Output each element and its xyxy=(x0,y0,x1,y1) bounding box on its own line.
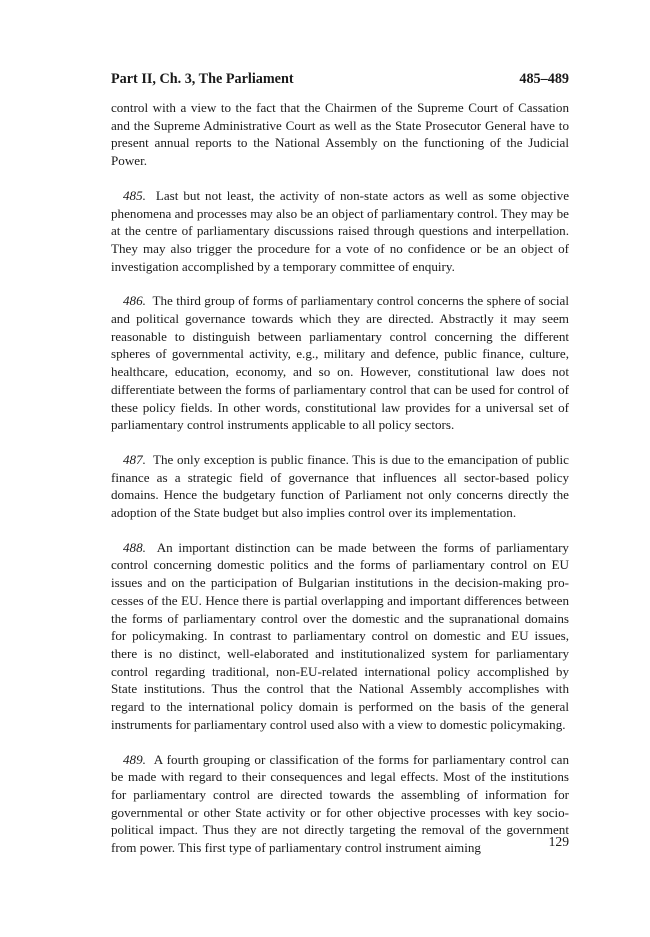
paragraph-number: 488. xyxy=(123,539,146,555)
paragraph-485 xyxy=(111,187,569,276)
page-number: 129 xyxy=(548,834,569,849)
paragraph-488 xyxy=(111,539,569,734)
paragraph-number: 489. xyxy=(123,751,146,767)
paragraph-number: 486. xyxy=(123,293,146,309)
running-head-title: Part II, Ch. 3, The Parliament xyxy=(111,71,294,87)
paragraph-number: 487. xyxy=(123,451,146,467)
paragraph-text: The third group of forms of parliamentary control concerns the sphere of social and political governance towards which they are directed. Abstractly it may seem reasonable to distinguish between parliamentary control concerning the different spheres of governmental activity, e.g., military and defence, public finance, culture, healthcare, education, economy, and so on. However, constitutional law does not differentiate between the forms of parliamentary control that can be used for control of these policy fields. In other words, constitutional law provides for a universal set of parliamentary control instruments applicable to all policy sectors. xyxy=(111,293,569,433)
running-head-range: 485–489 xyxy=(519,71,569,87)
paragraph-text: The only exception is public finance. This is due to the emancipation of public finance as a strategic field of governance that influences all sector-based policy domains. Hence the budgetary function of Parliament not only concerns directly the adoption of the State budget but also implies control over its implementation. xyxy=(111,451,569,521)
page-body xyxy=(111,70,569,857)
paragraph-486 xyxy=(111,292,569,434)
paragraph-text: A fourth grouping or classification of the forms for parliamentary control can be made with regard to their consequences and legal effects. Most of the institutions for parliamentary control are directed towards the assembling of information for governmental or other State activity or for other objective processes with key socio-political impact. Thus they are not directly targeting the removal of the government from power. This first type of parliamentary control instrument aiming xyxy=(111,751,569,856)
paragraph-text: control with a view to the fact that the Chairmen of the Supreme Court of Cassation and the Supreme Administrative Court as well as the State Prosecutor General have to present annual reports to the National Assembly on the functioning of the Judicial Power. xyxy=(111,100,569,169)
paragraph-continuation xyxy=(111,99,569,170)
running-head xyxy=(111,70,569,88)
paragraph-487 xyxy=(111,451,569,522)
paragraph-text: An important distinction can be made between the forms of parliamentary control concerning domestic politics and the forms of parliamentary control on EU issues and on the participation of Bulgarian institutions in the decision-making processes of the EU. Hence there is partial overlapping and important differences between the forms of parliamentary control over the domestic and the supranational domains for policymaking. In contrast to parliamentary control on domestic and EU issues, there is no distinct, well-elaborated and institutionalized system for parliamentary control regarding traditional, non-EU-related international policy accomplished by State institutions. Thus the control that the National Assembly accomplishes with regard to the international policy domain is performed on the basis of the general instruments for parliamentary control used also with a view to domestic policymaking. xyxy=(111,539,569,732)
paragraph-text: Last but not least, the activity of non-state actors as well as some objective phenomena and processes may also be an object of parliamentary control. They may be at the centre of parliamentary discussions raised through questions and interpellation. They may also trigger the procedure for a vote of no confidence or be an object of investigation accomplished by a temporary committee of enquiry. xyxy=(111,187,570,274)
paragraph-489 xyxy=(111,751,569,857)
paragraph-number: 485. xyxy=(123,187,146,203)
